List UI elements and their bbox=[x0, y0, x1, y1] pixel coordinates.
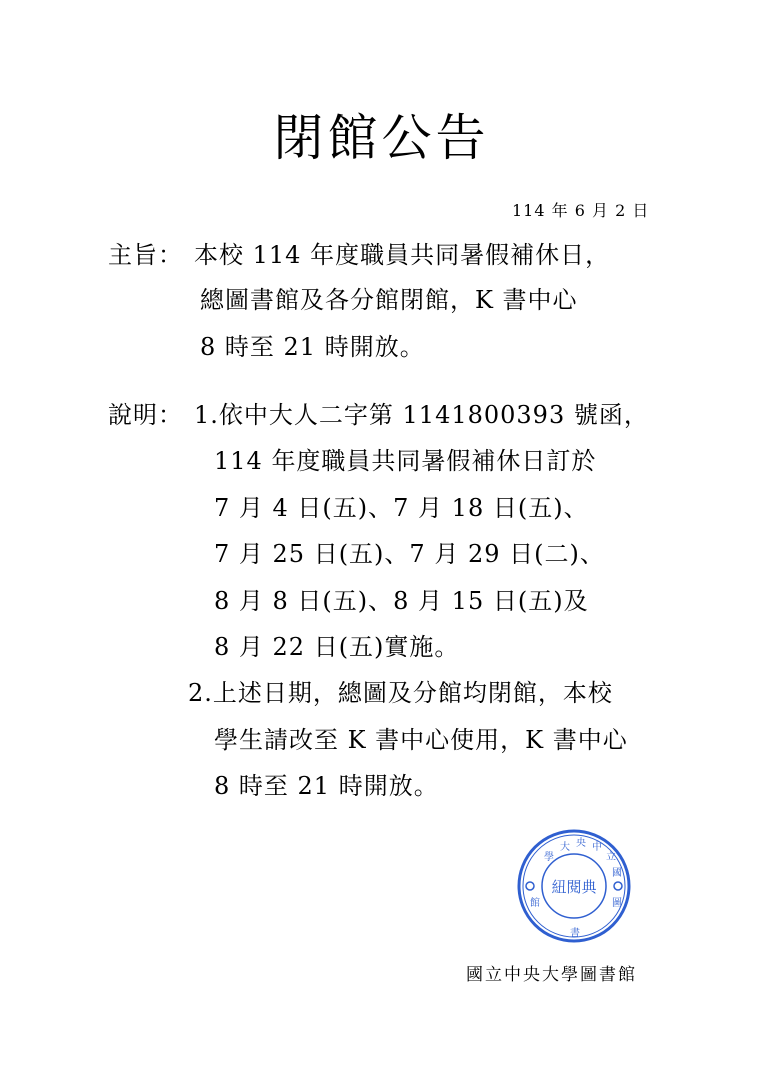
svg-text:大: 大 bbox=[560, 842, 570, 853]
page-title: 閉館公告 bbox=[273, 109, 490, 167]
subject-line-2: 總圖書館及各分館閉館，K 書中心 bbox=[200, 286, 578, 314]
item2-line-3: 8 時至 21 時開放。 bbox=[214, 772, 439, 800]
svg-text:學: 學 bbox=[544, 852, 554, 863]
item1-line-6: 8 月 22 日(五)實施。 bbox=[214, 633, 460, 661]
subject-line-3: 8 時至 21 時開放。 bbox=[200, 333, 425, 361]
explanation-label: 說明： bbox=[108, 401, 183, 429]
library-seal-stamp bbox=[516, 828, 632, 944]
svg-text:央: 央 bbox=[576, 838, 586, 849]
item1-line-3: 7 月 4 日(五)、7 月 18 日(五)、 bbox=[214, 494, 589, 522]
svg-text:書: 書 bbox=[570, 928, 580, 939]
notice-date: 114 年 6 月 2 日 bbox=[512, 201, 650, 220]
subject-line-1: 本校 114 年度職員共同暑假補休日， bbox=[194, 241, 611, 269]
subject-label: 主旨： bbox=[108, 241, 183, 269]
svg-text:圖: 圖 bbox=[612, 898, 622, 909]
item1-line-1: 1.依中大人二字第 1141800393 號函， bbox=[194, 401, 649, 429]
svg-text:館: 館 bbox=[530, 898, 540, 909]
svg-text:國: 國 bbox=[612, 868, 622, 879]
item2-line-2: 學生請改至 K 書中心使用，K 書中心 bbox=[214, 726, 628, 754]
seal-center-text: 紐閱典 bbox=[551, 878, 597, 896]
item1-line-5: 8 月 8 日(五)、8 月 15 日(五)及 bbox=[214, 587, 589, 615]
item1-line-4: 7 月 25 日(五)、7 月 29 日(二)、 bbox=[214, 540, 605, 568]
svg-text:中: 中 bbox=[592, 842, 602, 853]
footer-organization: 國立中央大學圖書館 bbox=[466, 965, 637, 985]
item1-line-2: 114 年度職員共同暑假補休日訂於 bbox=[214, 447, 597, 475]
svg-text:立: 立 bbox=[606, 852, 616, 863]
item2-line-1: 2.上述日期，總圖及分館均閉館，本校 bbox=[188, 679, 613, 707]
